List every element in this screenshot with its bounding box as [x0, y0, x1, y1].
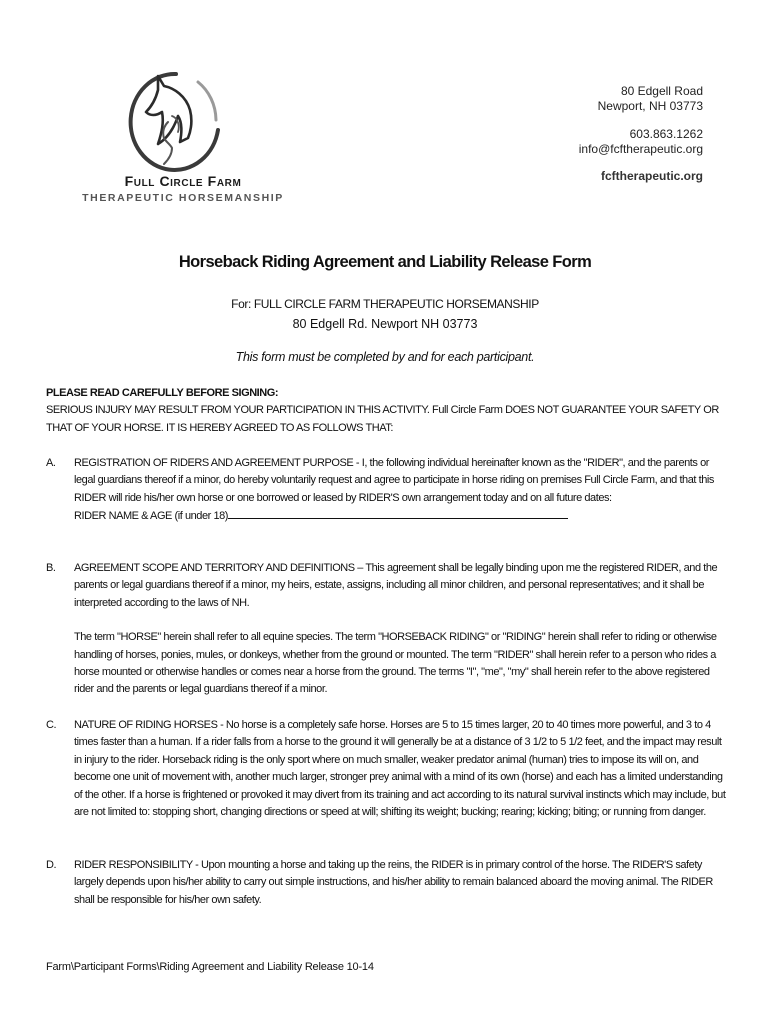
for-organization: For: FULL CIRCLE FARM THERAPEUTIC HORSEMANSHIP — [231, 297, 539, 311]
section-c-text: NATURE OF RIDING HORSES - No horse is a completely safe horse. Horses are 5 to 15 times larger, 20 to 40 times more powerful, and 3 to 4 times faster than a human. If a rider falls from a horse to the ground it will generally be at a distance of 3 1/2 to 5 1/2 feet, and the impact may result in injury to the rider. Horseback riding is the only sport where on much smaller, weaker predator animal (human) tries to impose its will on, and become one unit of movement with, another much larger, stronger prey animal with a mind of its own (horse) and each has a limited understanding of the other. If a horse is frightened or provoked it may divert from its training and act according to its natural survival instincts which may include, but are not limited to: stopping short, changing directions or speed at will; shifting its weight; bucking; rearing; kicking; biting; or running from danger. — [74, 719, 726, 819]
address-line-1: 80 Edgell Road — [620, 84, 703, 98]
warning-block — [46, 385, 726, 437]
section-a-text: REGISTRATION OF RIDERS AND AGREEMENT PURPOSE - I, the following individual hereinafter known as the "RIDER", and the parents or legal guardians thereof if a minor, do hereby voluntarily request and agree to participate in horse riding on premises Full Circle Farm, and that this RIDER will ride his/her own horse or one borrowed or leased by RIDER'S own arrangement today and on all future dates: — [74, 457, 714, 504]
rider-name-age-blank[interactable] — [228, 507, 568, 519]
horse-and-rider-circle-logo-icon — [128, 68, 224, 176]
section-b — [46, 560, 726, 699]
participant-instruction: This form must be completed by and for each participant. — [235, 350, 535, 364]
section-d — [46, 857, 726, 909]
address-line-2: Newport, NH 03773 — [597, 99, 703, 113]
farm-tagline: THERAPEUTIC HORSEMANSHIP — [82, 192, 284, 204]
section-a — [46, 455, 726, 526]
section-d-text: RIDER RESPONSIBILITY - Upon mounting a horse and taking up the reins, the RIDER is in primary control of the horse. The RIDER'S safety largely depends upon his/her ability to carry out simple instructions, and his/her ability to remain balanced aboard the moving animal. The RIDER shall be responsible for his/her own safety. — [74, 859, 713, 906]
rider-name-age-label: RIDER NAME & AGE (if under 18) — [74, 510, 228, 523]
rider-name-age-field[interactable] — [74, 507, 726, 525]
website: fcftherapeutic.org — [600, 169, 703, 183]
section-letter: D. — [46, 859, 57, 871]
section-c — [46, 717, 726, 821]
contact-block — [579, 84, 703, 184]
section-b-text: AGREEMENT SCOPE AND TERRITORY AND DEFINITIONS – This agreement shall be legally binding upon me the registered RIDER, and the parents or legal guardians thereof if a minor, my heirs, estate, assigns, including all minor children, and personal representatives; and it shall be interpreted according to the laws of NH. — [74, 562, 718, 609]
organization-address: 80 Edgell Rd. Newport NH 03773 — [292, 317, 478, 331]
warning-heading: PLEASE READ CAREFULLY BEFORE SIGNING: — [46, 387, 279, 399]
farm-name: Full Circle Farm — [124, 173, 242, 189]
section-letter: B. — [46, 562, 56, 574]
footer-file-path: Farm\Participant Forms\Riding Agreement and Liability Release 10-14 — [46, 961, 374, 973]
section-b-definitions: The term "HORSE" herein shall refer to all equine species. The term "HORSEBACK RIDING" or "RIDING" herein shall refer to riding or otherwise handling of horses, ponies, mules, or donkeys, whether from the ground or mounted. The term "RIDER" shall herein refer to a person who rides a horse mounted or otherwise handles or comes near a horse from the ground. The terms "I", "me", "my" shall herein refer to the above registered rider and the parents or legal guardians thereof if a minor. — [74, 631, 717, 696]
section-letter: A. — [46, 457, 56, 469]
form-title: Horseback Riding Agreement and Liability Release Form — [178, 253, 592, 271]
phone-number: 603.863.1262 — [629, 127, 703, 141]
section-letter: C. — [46, 719, 57, 731]
email-address: info@fcftherapeutic.org — [578, 142, 703, 156]
warning-text: SERIOUS INJURY MAY RESULT FROM YOUR PARTICIPATION IN THIS ACTIVITY. Full Circle Farm DOES NOT GUARANTEE YOUR SAFETY OR THAT OF YOUR HORSE. IT IS HEREBY AGREED TO AS FOLLOWS THAT: — [46, 404, 719, 434]
